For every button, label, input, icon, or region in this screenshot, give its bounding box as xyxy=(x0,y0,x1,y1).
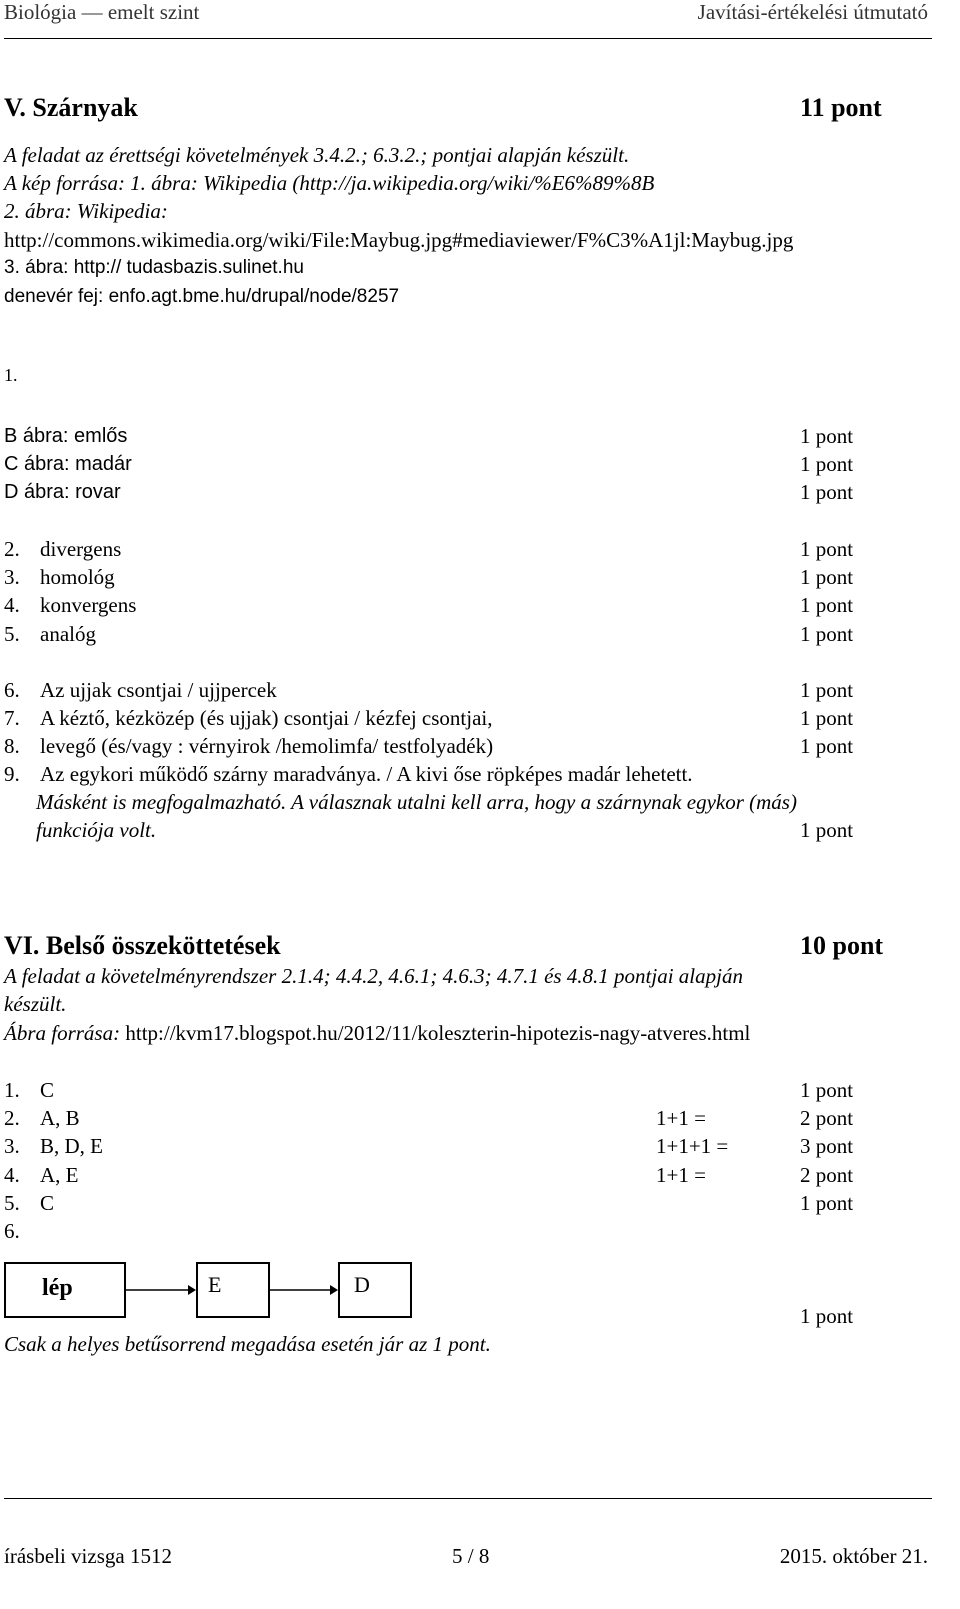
answer-text: levegő (és/vagy : vérnyirok /hemolimfa/ testfolyadék) xyxy=(40,734,494,758)
answer-row xyxy=(4,1104,932,1132)
answer-text: A, E xyxy=(40,1163,79,1187)
answer-row xyxy=(4,1132,932,1160)
source-label: Ábra forrása: xyxy=(4,1021,121,1045)
answer-row xyxy=(4,732,932,760)
flow-box-2 xyxy=(196,1262,270,1318)
answer-number: 1. xyxy=(4,1078,20,1102)
answer-text: D ábra: rovar xyxy=(4,481,121,503)
answer-points: 1 pont xyxy=(800,1078,854,1102)
answer-points: 1 pont xyxy=(800,818,854,842)
answer-row xyxy=(4,1189,932,1217)
answer-text: C xyxy=(40,1191,55,1215)
section-5-points: 11 pont xyxy=(800,93,882,122)
answer-number: 3. xyxy=(4,1134,20,1158)
flow-box-1 xyxy=(4,1262,126,1318)
source-link[interactable]: http://commons.wikimedia.org/wiki/File:Maybug.jpg#mediaviewer/F%C3%A1jl:Maybug.jpg xyxy=(4,228,794,252)
source-line: 2. ábra: Wikipedia: xyxy=(4,199,168,223)
grading-note: funkciója volt. xyxy=(36,818,157,842)
answer-row xyxy=(4,1217,932,1245)
answer-points: 1 pont xyxy=(800,678,854,702)
answer-points: 1 pont xyxy=(800,622,854,646)
answer-points: 1 pont xyxy=(800,593,854,617)
answer-row xyxy=(4,535,932,563)
source-line: A feladat az érettségi követelmények 3.4.2.; 6.3.2.; pontjai alapján készült. xyxy=(4,143,630,167)
source-line: 3. ábra: http:// tudasbazis.sulinet.hu xyxy=(4,257,304,278)
footer-exam: írásbeli vizsga 1512 xyxy=(4,1544,172,1568)
flow-arrow xyxy=(268,1280,338,1300)
answer-text: Az egykori működő szárny maradványa. / A kivi őse röpképes madár lehetett. xyxy=(40,762,693,786)
answer-text: Az ujjak csontjai / ujjpercek xyxy=(40,678,277,702)
answer-number: 7. xyxy=(4,706,20,730)
source-line xyxy=(4,1019,750,1047)
answer-number: 9. xyxy=(4,762,20,786)
answer-row xyxy=(4,450,932,478)
answer-number: 5. xyxy=(4,622,20,646)
answer-points: 1 pont xyxy=(800,480,854,504)
footer-date: 2015. október 21. xyxy=(779,1544,928,1568)
answer-row xyxy=(4,704,932,732)
answer-row xyxy=(4,591,932,619)
section-5-title: V. Szárnyak xyxy=(4,93,138,122)
answer-number: 2. xyxy=(4,537,20,561)
answer-points: 2 pont xyxy=(800,1106,854,1130)
source-line: denevér fej: enfo.agt.bme.hu/drupal/node/8257 xyxy=(4,286,400,307)
answer-row xyxy=(4,816,932,844)
answer-row xyxy=(4,676,932,704)
flow-box-label: D xyxy=(354,1272,370,1297)
answer-number: 5. xyxy=(4,1191,20,1215)
answer-text: analóg xyxy=(40,622,96,646)
answer-number: 3. xyxy=(4,565,20,589)
header-subtitle: Javítási-értékelési útmutató xyxy=(697,0,928,24)
source-link[interactable]: http://kvm17.blogspot.hu/2012/11/koleszterin-hipotezis-nagy-atveres.html xyxy=(125,1021,751,1045)
answer-points: 1 pont xyxy=(800,452,854,476)
source-line: készült. xyxy=(4,992,67,1016)
section-6-points: 10 pont xyxy=(800,931,884,960)
answer-text: C xyxy=(40,1078,55,1102)
answer-points: 1 pont xyxy=(800,424,854,448)
answer-text: B ábra: emlős xyxy=(4,425,128,447)
grading-note: Csak a helyes betűsorrend megadása esetén jár az 1 pont. xyxy=(4,1332,491,1356)
answer-text: C ábra: madár xyxy=(4,453,132,475)
answer-row xyxy=(4,478,932,506)
answer-points: 1 pont xyxy=(800,706,854,730)
flow-box-3 xyxy=(338,1262,412,1318)
header-rule xyxy=(4,38,932,39)
answer-row xyxy=(4,422,932,450)
answer-calc: 1+1 = xyxy=(656,1106,706,1130)
flow-arrow xyxy=(124,1280,196,1300)
answer-text: homológ xyxy=(40,565,115,589)
answer-row xyxy=(4,1161,932,1189)
grading-note: Másként is megfogalmazható. A válasznak utalni kell arra, hogy a szárnynak egykor (más) xyxy=(36,790,797,814)
answer-calc: 1+1+1 = xyxy=(656,1134,729,1158)
answer-calc: 1+1 = xyxy=(656,1163,706,1187)
flow-box-label: E xyxy=(208,1272,222,1297)
answer-points: 1 pont xyxy=(800,1191,854,1215)
source-line: A kép forrása: 1. ábra: Wikipedia (http://ja.wikipedia.org/wiki/%E6%89%8B xyxy=(4,171,655,195)
question-1-label: 1. xyxy=(4,365,18,385)
flow-box-label: lép xyxy=(42,1275,73,1301)
answer-number: 2. xyxy=(4,1106,20,1130)
answer-points: 1 pont xyxy=(800,734,854,758)
header-title: Biológia — emelt szint xyxy=(4,0,200,24)
answer-points: 1 pont xyxy=(800,1304,854,1328)
answer-points: 2 pont xyxy=(800,1163,854,1187)
answer-number: 6. xyxy=(4,678,20,702)
footer-page-number: 5 / 8 xyxy=(452,1544,490,1568)
section-6-title: VI. Belső összeköttetések xyxy=(4,931,281,960)
answer-text: B, D, E xyxy=(40,1134,103,1158)
answer-points: 1 pont xyxy=(800,537,854,561)
answer-text: A, B xyxy=(40,1106,80,1130)
answer-text: divergens xyxy=(40,537,122,561)
answer-number: 8. xyxy=(4,734,20,758)
answer-row xyxy=(4,563,932,591)
answer-points: 1 pont xyxy=(800,565,854,589)
answer-text: A kéztő, kézközép (és ujjak) csontjai / kézfej csontjai, xyxy=(40,706,493,730)
answer-points: 3 pont xyxy=(800,1134,854,1158)
answer-number: 4. xyxy=(4,1163,20,1187)
answer-row xyxy=(4,1076,932,1104)
answer-row xyxy=(4,620,932,648)
answer-number: 4. xyxy=(4,593,20,617)
answer-number: 6. xyxy=(4,1219,20,1243)
source-line: A feladat a követelményrendszer 2.1.4; 4.4.2, 4.6.1; 4.6.3; 4.7.1 és 4.8.1 pontjai alapján xyxy=(4,964,743,988)
answer-row xyxy=(4,760,932,788)
answer-text: konvergens xyxy=(40,593,137,617)
footer-rule xyxy=(4,1498,932,1499)
